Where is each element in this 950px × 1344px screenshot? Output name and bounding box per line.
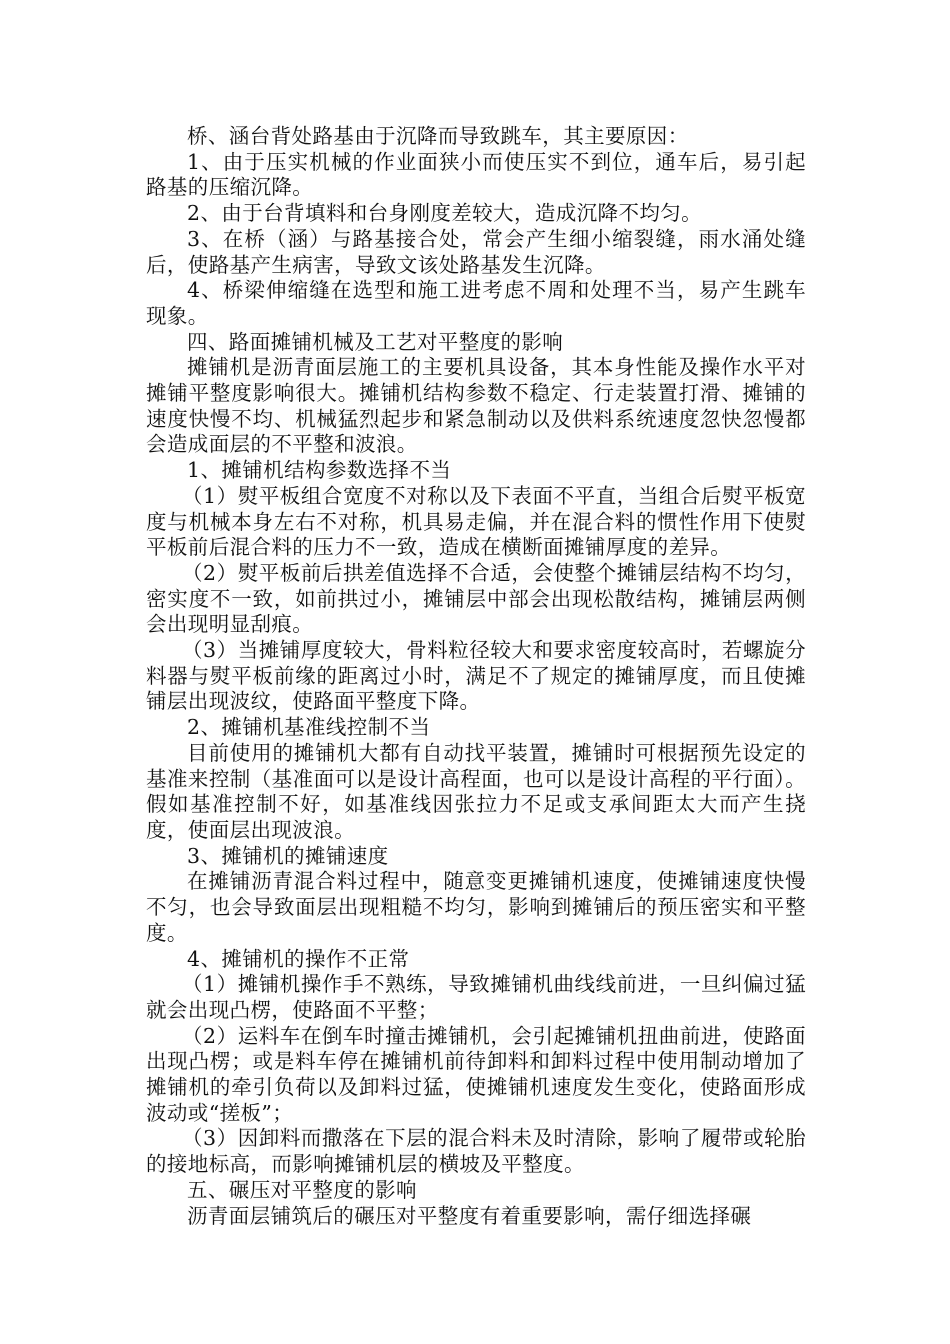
subheading-paving-speed: 3、摊铺机的摊铺速度: [187, 843, 389, 868]
paragraph-cause-2: 2、由于台背填料和台身刚度差较大，造成沉降不均匀。: [187, 201, 703, 226]
paragraph-compaction: 沥青面层铺筑后的碾压对平整度有着重要影响，需仔细选择碾: [187, 1203, 752, 1228]
section-heading-4: 四、路面摊铺机械及工艺对平整度的影响: [187, 329, 564, 354]
paragraph-paving-speed: 在摊铺沥青混合料过程中，随意变更摊铺机速度，使摊铺速度快慢不匀，也会导致面层出现粗糙不均匀，影响到摊铺后的预压密实和平整度。: [146, 869, 806, 945]
subheading-reference-line: 2、摊铺机基准线控制不当: [187, 715, 431, 740]
document-body: [146, 124, 806, 1229]
paragraph-cause-3: 3、在桥（涵）与路基接合处，常会产生细小缩裂缝，雨水涌处缝后，使路基产生病害，导致文该处路基发生沉降。: [146, 226, 806, 277]
paragraph-intro: 桥、涵台背处路基由于沉降而导致跳车，其主要原因：: [187, 124, 689, 148]
paragraph-operation-3: （3）因卸料而撒落在下层的混合料未及时清除，影响了履带或轮胎的接地标高，而影响摊铺机层的横坡及平整度。: [146, 1126, 806, 1177]
paragraph-operation-1: （1）摊铺机操作手不熟练，导致摊铺机曲线线前进，一旦纠偏过猛就会出现凸楞，使路面不平整；: [146, 972, 806, 1022]
subheading-paver-params: 1、摊铺机结构参数选择不当: [187, 458, 452, 483]
paragraph-reference-line: 目前使用的摊铺机大都有自动找平装置，摊铺时可根据预先设定的基准来控制（基准面可以是设计高程面，也可以是设计高程的平行面）。假如基准控制不好，如基准线因张拉力不足或支承间距太大而产生挠度，使面层出现波浪。: [146, 740, 806, 842]
paragraph-param-1: （1）熨平板组合宽度不对称以及下表面不平直，当组合后熨平板宽度与机械本身左右不对称，机具易走偏，并在混合料的惯性作用下使熨平板前后混合料的压力不一致，造成在横断面摊铺厚度的差异。: [146, 483, 806, 560]
paragraph-param-3: （3）当摊铺厚度较大，骨料粒径较大和要求密度较高时，若螺旋分料器与熨平板前缘的距离过小时，满足不了规定的摊铺厚度，而且使摊铺层出现波纹，使路面平整度下降。: [146, 638, 806, 714]
paragraph-operation-2: （2）运料车在倒车时撞击摊铺机，会引起摊铺机扭曲前进，使路面出现凸楞；或是料车停在摊铺机前待卸料和卸料过程中使用制动增加了摊铺机的牵引负荷以及卸料过猛，使摊铺机速度发生变化，使路面形成波动或“搓板”；: [146, 1023, 806, 1125]
section-heading-5: 五、碾压对平整度的影响: [187, 1177, 417, 1202]
paragraph-paver-overview: 摊铺机是沥青面层施工的主要机具设备，其本身性能及操作水平对摊铺平整度影响很大。摊铺机结构参数不稳定、行走装置打滑、摊铺的速度快慢不均、机械猛烈起步和紧急制动以及供料系统速度忽快忽慢都会造成面层的不平整和波浪。: [146, 355, 806, 457]
subheading-operation: 4、摊铺机的操作不正常: [187, 946, 410, 971]
paragraph-param-2: （2）熨平板前后拱差值选择不合适，会使整个摊铺层结构不均匀，密实度不一致，如前拱过小，摊铺层中部会出现松散结构，摊铺层两侧会出现明显刮痕。: [146, 560, 806, 637]
paragraph-cause-4: 4、桥梁伸缩缝在选型和施工进考虑不周和处理不当，易产生跳车现象。: [146, 278, 806, 328]
paragraph-cause-1: 1、由于压实机械的作业面狭小而使压实不到位，通车后，易引起路基的压缩沉降。: [146, 149, 806, 200]
